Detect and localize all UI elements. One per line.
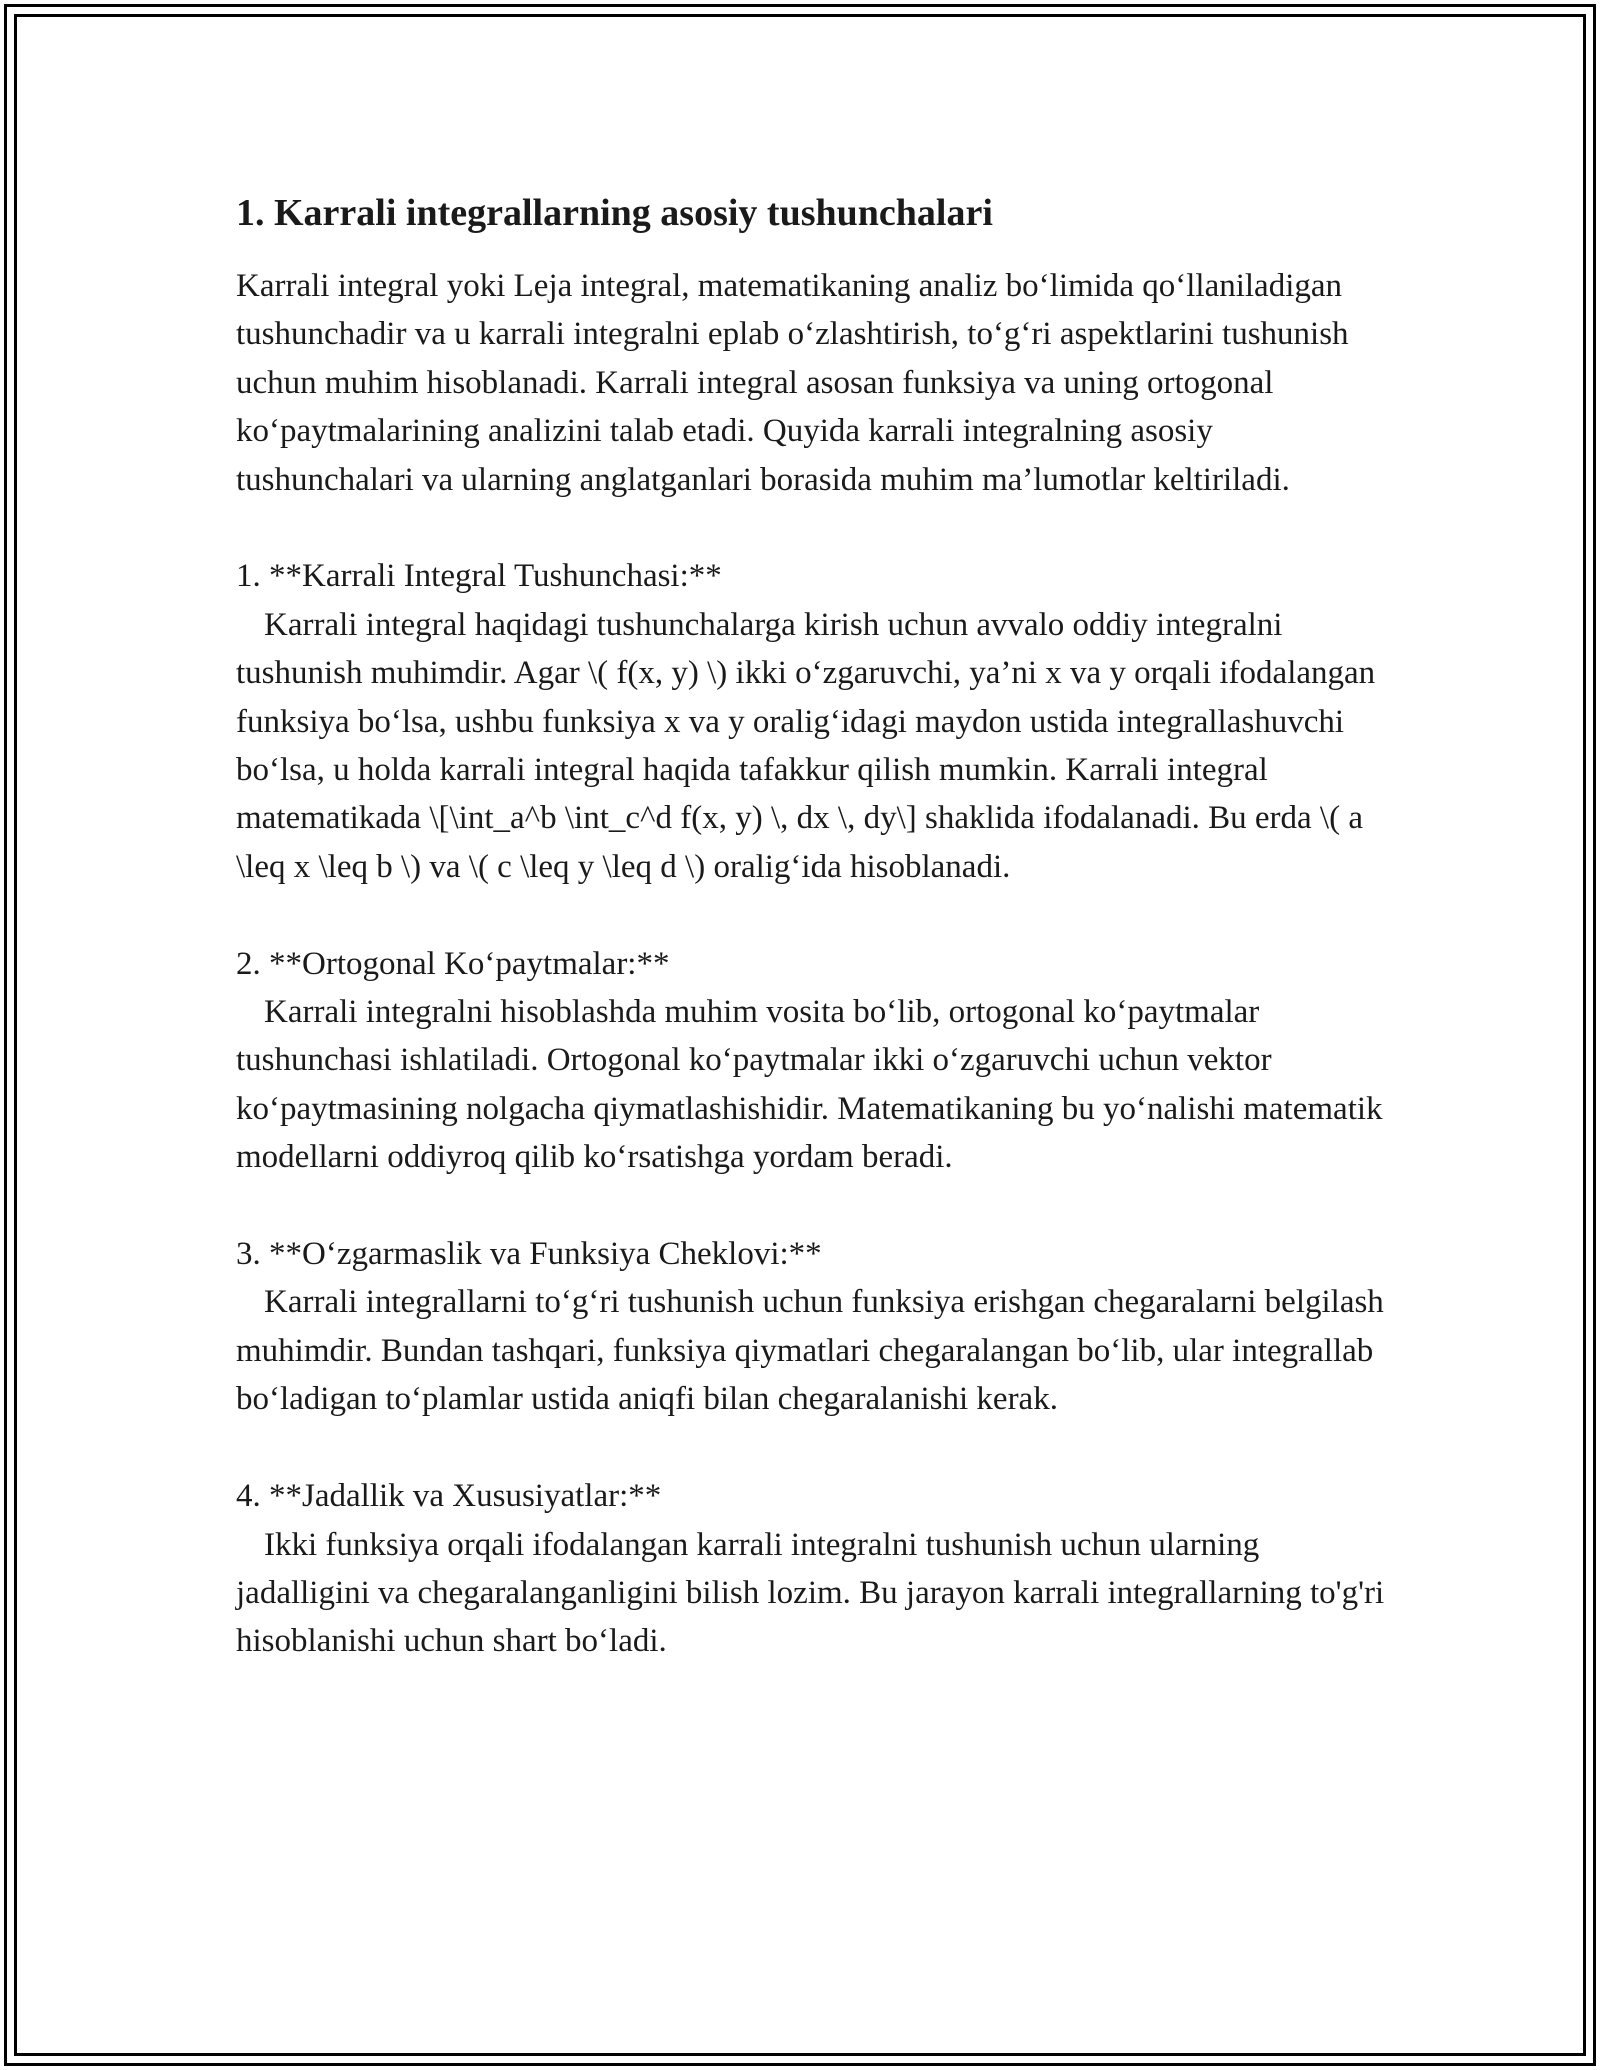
list-item-body: Karrali integral haqidagi tushunchalarga kirish uchun avvalo oddiy integralni tushunish muhimdir. Agar \( f(x, y) \) ikki o‘zgaruvchi, ya’ni x va y orqali ifodalangan funksiya bo‘lsa, ushbu funksiya x va y oralig‘idagi maydon ustida integrallashuvchi bo‘lsa, u holda karrali integral haqida tafakkur qilish mumkin. Karrali integral matematikada \[\int_a^b \int_c^d f(x, y) \, dx \, dy\] shaklida ifodalanadi. Bu erda \( a \leq x \leq b \) va \( c \leq y \leq d \) oralig‘ida hisoblanadi. [236,606,1376,885]
list-item-body: Karrali integrallarni to‘g‘ri tushunish uchun funksiya erishgan chegaralarni belgilash muhimdir. Bundan tashqari, funksiya qiymatlari chegaralangan bo‘lib, ular integrallab bo‘ladigan to‘plamlar ustida aniqfi bilan chegaralanishi kerak. [236,1284,1384,1418]
section-heading: 1. Karrali integrallarning asosiy tushunchalari [236,192,993,234]
list-item-3 [236,1230,1396,1424]
list-item-title: 1. **Karrali Integral Tushunchasi:** [236,558,722,595]
list-item-body: Karrali integralni hisoblashda muhim vosita bo‘lib, ortogonal ko‘paytmalar tushunchasi ishlatiladi. Ortogonal ko‘paytmalar ikki o‘zgaruvchi uchun vektor ko‘paytmasining nolgacha qiymatlashishidir. Matematikaning bu yo‘nalishi matematik modellarni oddiyroq qilib ko‘rsatishga yordam beradi. [236,994,1383,1176]
paragraph-spacer [236,504,1396,552]
list-item-2 [236,940,1396,1182]
paragraph-spacer [236,1424,1396,1472]
list-item-title: 4. **Jadallik va Xususiyatlar:** [236,1478,662,1515]
paragraph-spacer [236,891,1396,939]
document-content [236,190,1396,1666]
paragraph-spacer [236,1182,1396,1230]
list-item-title: 3. **O‘zgarmaslik va Funksiya Cheklovi:** [236,1236,822,1273]
list-item-4 [236,1472,1396,1666]
list-item-1 [236,552,1396,891]
intro-paragraph: Karrali integral yoki Leja integral, matematikaning analiz bo‘limida qo‘llaniladigan tushunchadir va u karrali integralni eplab o‘zlashtirish, to‘g‘ri aspektlarini tushunish uchun muhim hisoblanadi. Karrali integral asosan funksiya va uning ortogonal ko‘paytmalarining analizini talab etadi. Quyida karrali integralning asosiy tushunchalari va ularning anglatganlari borasida muhim ma’lumotlar keltiriladi. [236,268,1349,498]
list-item-body: Ikki funksiya orqali ifodalangan karrali integralni tushunish uchun ularning jadalligini va chegaralanganligini bilish lozim. Bu jarayon karrali integrallarning to'g'ri hisoblanishi uchun shart bo‘ladi. [236,1526,1385,1660]
list-item-title: 2. **Ortogonal Ko‘paytmalar:** [236,945,670,982]
